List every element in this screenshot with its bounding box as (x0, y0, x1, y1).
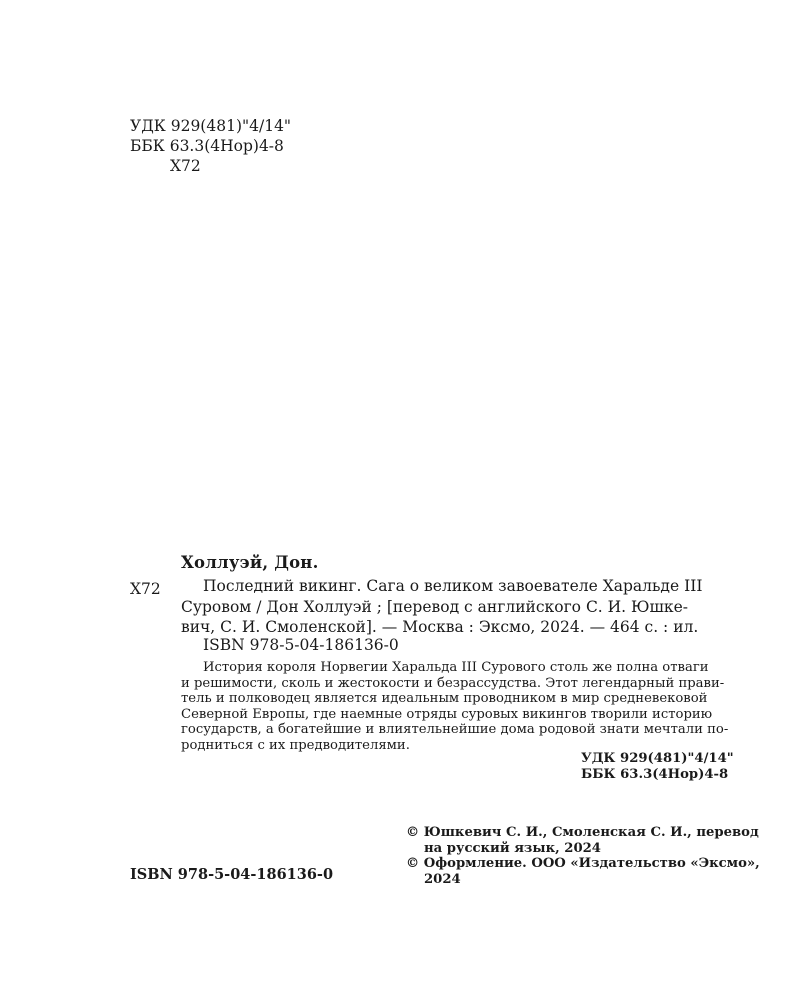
annotation (181, 660, 729, 754)
classification-block-top (130, 116, 291, 176)
bbk-code-right: ББК 63.3(4Нор)4-8 (581, 767, 729, 782)
description-line: Последний викинг. Сага о великом завоевателе Харальде III (203, 577, 703, 595)
annotation-line: родниться с их предводителями. (181, 737, 410, 753)
udk-code-right: УДК 929(481)"4/14" (581, 751, 734, 766)
isbn-entry: ISBN 978-5-04-186136-0 (203, 636, 399, 654)
annotation-line: тель и полководец является идеальным проводником в мир средневековой (181, 691, 708, 707)
bibliographic-description (181, 576, 726, 638)
annotation-line: Северной Европы, где наемные отряды суровых викингов творили историю (181, 706, 713, 722)
description-line: Суровом / Дон Холлуэй ; [перевод с английского С. И. Юшке- (181, 597, 689, 616)
classification-block-right (581, 751, 734, 783)
annotation-line: государств, а богатейшие и влиятельнейшие дома родовой знати мечтали по- (181, 722, 729, 738)
copyright-block (406, 825, 760, 887)
copyright-design-cont: 2024 (424, 871, 461, 887)
cutter-code: Х72 (170, 157, 201, 175)
author-heading: Холлуэй, Дон. (181, 553, 319, 572)
isbn-bottom: ISBN 978-5-04-186136-0 (130, 866, 334, 883)
copyright-design: © Оформление. ООО «Издательство «Эксмо», (406, 856, 760, 872)
description-line: вич, С. И. Смоленской]. — Москва : Эксмо, 2024. — 464 с. : ил. (181, 618, 699, 636)
bbk-code: ББК 63.3(4Нор)4-8 (130, 137, 284, 155)
cutter-code-margin: Х72 (130, 580, 161, 598)
annotation-line: История короля Норвегии Харальда III Сурового столь же полна отваги (203, 660, 709, 675)
annotation-line: и решимости, сколь и жестокости и безрассудства. Этот легендарный прави- (181, 675, 725, 691)
udk-code: УДК 929(481)"4/14" (130, 117, 292, 135)
copyright-translation-cont: на русский язык, 2024 (424, 840, 601, 856)
copyright-translation: © Юшкевич С. И., Смоленская С. И., перевод (406, 825, 759, 840)
